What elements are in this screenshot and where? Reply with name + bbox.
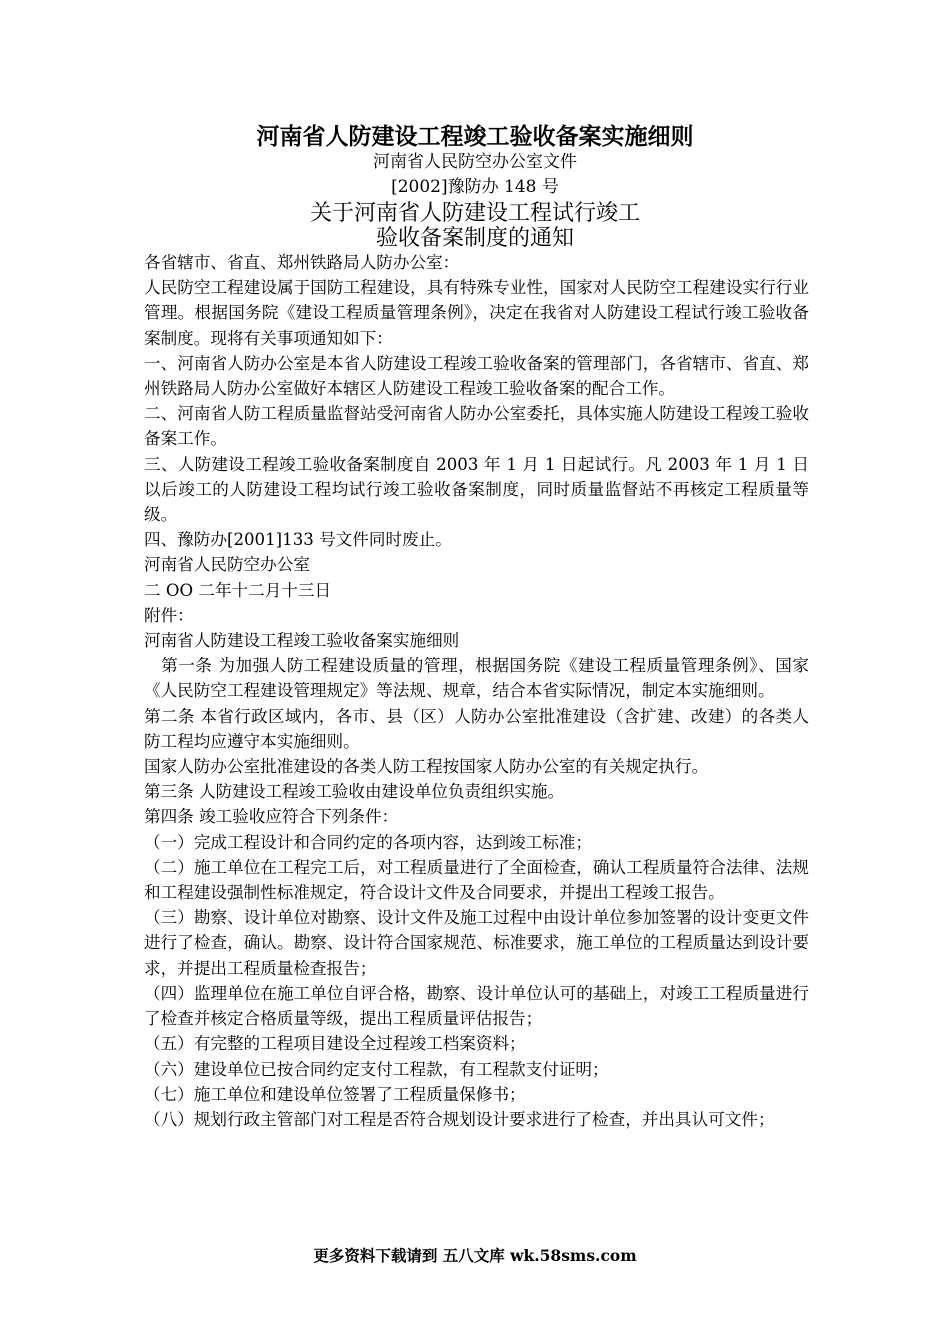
article-1: 第一条 为加强人防工程建设质量的管理，根据国务院《建设工程质量管理条例》、国家《人民防空工程建设管理规定》等法规、规章，结合本省实际情况，制定本实施细则。: [144, 656, 809, 701]
notice-title-line-1: 关于河南省人防建设工程试行竣工: [309, 201, 640, 226]
document-body: [144, 250, 809, 1132]
condition-2: （二）施工单位在工程完工后，对工程质量进行了全面检查，确认工程质量符合法律、法规和工程建设强制性标准规定，符合设计文件及合同要求，并提出工程竣工报告。: [144, 857, 809, 903]
article-3: 第三条 人防建设工程竣工验收由建设单位负责组织实施。: [144, 782, 565, 802]
issuer-line: 河南省人民防空办公室文件: [373, 152, 577, 172]
paragraph-item-2: 二、河南省人防工程质量监督站受河南省人防办公室委托，具体实施人防建设工程竣工验收备案工作。: [144, 404, 809, 449]
notice-title-line-2: 验收备案制度的通知: [375, 226, 574, 251]
document-title: 河南省人防建设工程竣工验收备案实施细则: [256, 123, 694, 150]
condition-3: （三）勘察、设计单位对勘察、设计文件及施工过程中由设计单位参加签署的设计变更文件进行了检查，确认。勘察、设计符合国家规范、标准要求，施工单位的工程质量达到设计要求，并提出工程质量检查报告；: [144, 908, 809, 978]
article-2-note: 国家人防办公室批准建设的各类人防工程按国家人防办公室的有关规定执行。: [144, 757, 709, 777]
signature-date: 二 OO 二年十二月十三日: [144, 580, 332, 600]
article-2: 第二条 本省行政区域内，各市、县（区）人防办公室批准建设（含扩建、改建）的各类人防工程均应遵守本实施细则。: [144, 706, 809, 751]
paragraph-item-3: 三、人防建设工程竣工验收备案制度自 2003 年 1 月 1 日起试行。凡 2003 年 1 月 1 日以后竣工的人防建设工程均试行竣工验收备案制度，同时质量监督站不再核定工程质量等级。: [144, 454, 809, 525]
paragraph-item-4: 四、豫防办[2001]133 号文件同时废止。: [144, 530, 452, 550]
article-4: 第四条 竣工验收应符合下列条件：: [144, 807, 399, 827]
condition-6: （六）建设单位已按合同约定支付工程款，有工程款支付证明；: [144, 1059, 609, 1079]
footer-download-link[interactable]: 更多资料下载请到 五八文库 wk.58sms.com: [313, 1246, 637, 1265]
signature-organization: 河南省人民防空办公室: [144, 555, 310, 575]
paragraph-item-1: 一、河南省人防办公室是本省人防建设工程竣工验收备案的管理部门，各省辖市、省直、郑州铁路局人防办公室做好本辖区人防建设工程竣工验收备案的配合工作。: [144, 353, 809, 399]
document-number: [2002]豫防办 148 号: [391, 177, 559, 197]
paragraph-intro: 人民防空工程建设属于国防工程建设，具有特殊专业性，国家对人民防空工程建设实行行业管理。根据国务院《建设工程质量管理条例》，决定在我省对人防建设工程试行竣工验收备案制度。现将有关事项通知如下：: [144, 278, 809, 348]
condition-4: （四）监理单位在施工单位自评合格，勘察、设计单位认可的基础上，对竣工工程质量进行了检查并核定合格质量等级，提出工程质量评估报告；: [144, 983, 809, 1029]
attachment-title: 河南省人防建设工程竣工验收备案实施细则: [144, 631, 460, 651]
salutation: 各省辖市、省直、郑州铁路局人防办公室：: [144, 253, 460, 272]
condition-8: （八）规划行政主管部门对工程是否符合规划设计要求进行了检查，并出具认可文件；: [144, 1109, 775, 1129]
condition-7: （七）施工单位和建设单位签署了工程质量保修书；: [144, 1084, 526, 1104]
condition-1: （一）完成工程设计和合同约定的各项内容，达到竣工标准；: [144, 832, 593, 852]
condition-5: （五）有完整的工程项目建设全过程竣工档案资料；: [144, 1034, 526, 1054]
attachment-label: 附件：: [144, 605, 194, 625]
